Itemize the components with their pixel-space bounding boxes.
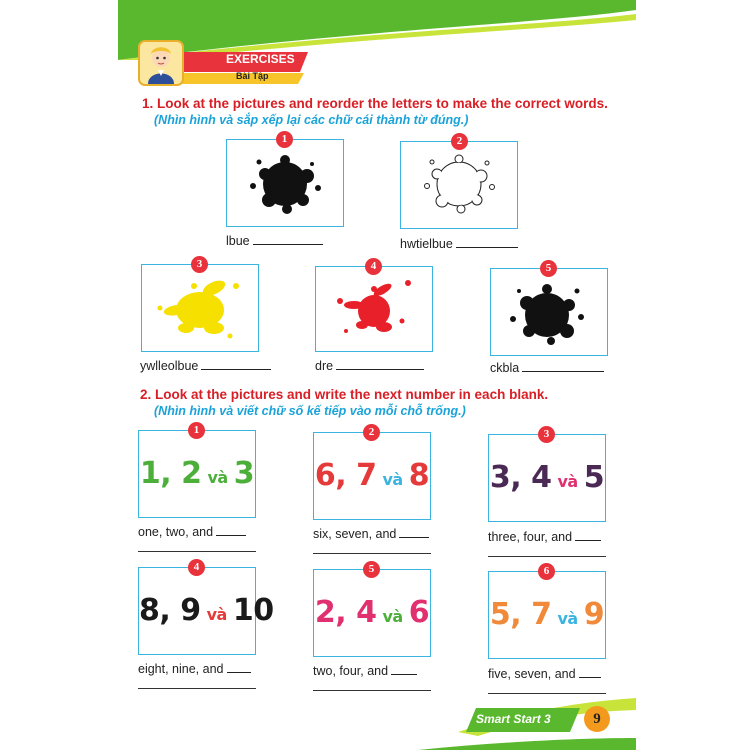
exercises-title: EXERCISES — [226, 52, 295, 66]
black-splat-image — [227, 140, 342, 225]
paint-box-4 — [315, 266, 433, 352]
item-number-badge: 2 — [451, 133, 468, 150]
item-number-badge: 3 — [538, 426, 555, 443]
answer-line[interactable] — [336, 358, 424, 370]
answer-line[interactable] — [138, 688, 256, 689]
answer-line[interactable] — [575, 529, 601, 541]
black-splat-image — [491, 269, 606, 354]
section2-title: 2. Look at the pictures and write the next number in each blank. — [140, 387, 549, 402]
yellow-splat-image — [142, 265, 257, 350]
number-sequence: 5, 7 và 9 — [489, 597, 605, 632]
number-box-6 — [488, 571, 606, 659]
paint-box-1 — [226, 139, 344, 227]
item-number-badge: 6 — [538, 563, 555, 580]
answer-line[interactable] — [227, 661, 251, 673]
number-box-1 — [138, 430, 256, 518]
section1-title: 1. Look at the pictures and reorder the letters to make the correct words. — [142, 96, 608, 111]
answer-line[interactable] — [488, 556, 606, 557]
number-sequence: 2, 4 và 6 — [314, 595, 430, 630]
answer-line[interactable] — [216, 524, 246, 536]
scrambled-word-3: ywlleolbue — [140, 358, 271, 373]
answer-line[interactable] — [456, 236, 518, 248]
answer-line[interactable] — [313, 690, 431, 691]
section1-subtitle: (Nhìn hình và sắp xếp lại các chữ cái thành từ đúng.) — [154, 113, 469, 127]
number-box-3 — [488, 434, 606, 522]
answer-line[interactable] — [391, 663, 417, 675]
item-number-badge: 1 — [276, 131, 293, 148]
number-words-6: five, seven, and — [488, 666, 601, 681]
scrambled-word-5: ckbla — [490, 360, 604, 375]
number-sequence: 8, 9 và 10 — [139, 593, 274, 628]
item-number-badge: 5 — [363, 561, 380, 578]
number-words-1: one, two, and — [138, 524, 246, 539]
number-words-3: three, four, and — [488, 529, 601, 544]
number-words-2: six, seven, and — [313, 526, 429, 541]
number-sequence: 1, 2 và 3 — [139, 456, 255, 491]
number-sequence: 3, 4 và 5 — [489, 460, 605, 495]
student-avatar — [136, 38, 186, 88]
white-splat-image — [401, 142, 516, 227]
paint-box-3 — [141, 264, 259, 352]
item-number-badge: 4 — [365, 258, 382, 275]
item-number-badge: 1 — [188, 422, 205, 439]
paint-box-2 — [400, 141, 518, 229]
answer-line[interactable] — [399, 526, 429, 538]
number-box-4 — [138, 567, 274, 655]
scrambled-word-2: hwtielbue — [400, 236, 518, 251]
number-words-4: eight, nine, and — [138, 661, 251, 676]
number-box-5 — [313, 569, 431, 657]
scrambled-word-1: lbue — [226, 233, 323, 248]
red-splat-image — [316, 267, 431, 350]
page-number: 9 — [584, 706, 610, 732]
workbook-page — [118, 0, 636, 750]
item-number-badge: 5 — [540, 260, 557, 277]
number-box-2 — [313, 432, 431, 520]
item-number-badge: 3 — [191, 256, 208, 273]
answer-line[interactable] — [138, 551, 256, 552]
answer-line[interactable] — [313, 553, 431, 554]
item-number-badge: 4 — [188, 559, 205, 576]
number-words-5: two, four, and — [313, 663, 417, 678]
exercises-subtitle: Bài Tập — [236, 71, 269, 81]
answer-line[interactable] — [579, 666, 601, 678]
brand-label: Smart Start 3 — [476, 712, 551, 726]
answer-line[interactable] — [522, 360, 604, 372]
item-number-badge: 2 — [363, 424, 380, 441]
section2-subtitle: (Nhìn hình và viết chữ số kế tiếp vào mỗi chỗ trống.) — [154, 404, 466, 418]
paint-box-5 — [490, 268, 608, 356]
answer-line[interactable] — [201, 358, 271, 370]
number-sequence: 6, 7 và 8 — [314, 458, 430, 493]
scrambled-word-4: dre — [315, 358, 424, 373]
answer-line[interactable] — [253, 233, 323, 245]
